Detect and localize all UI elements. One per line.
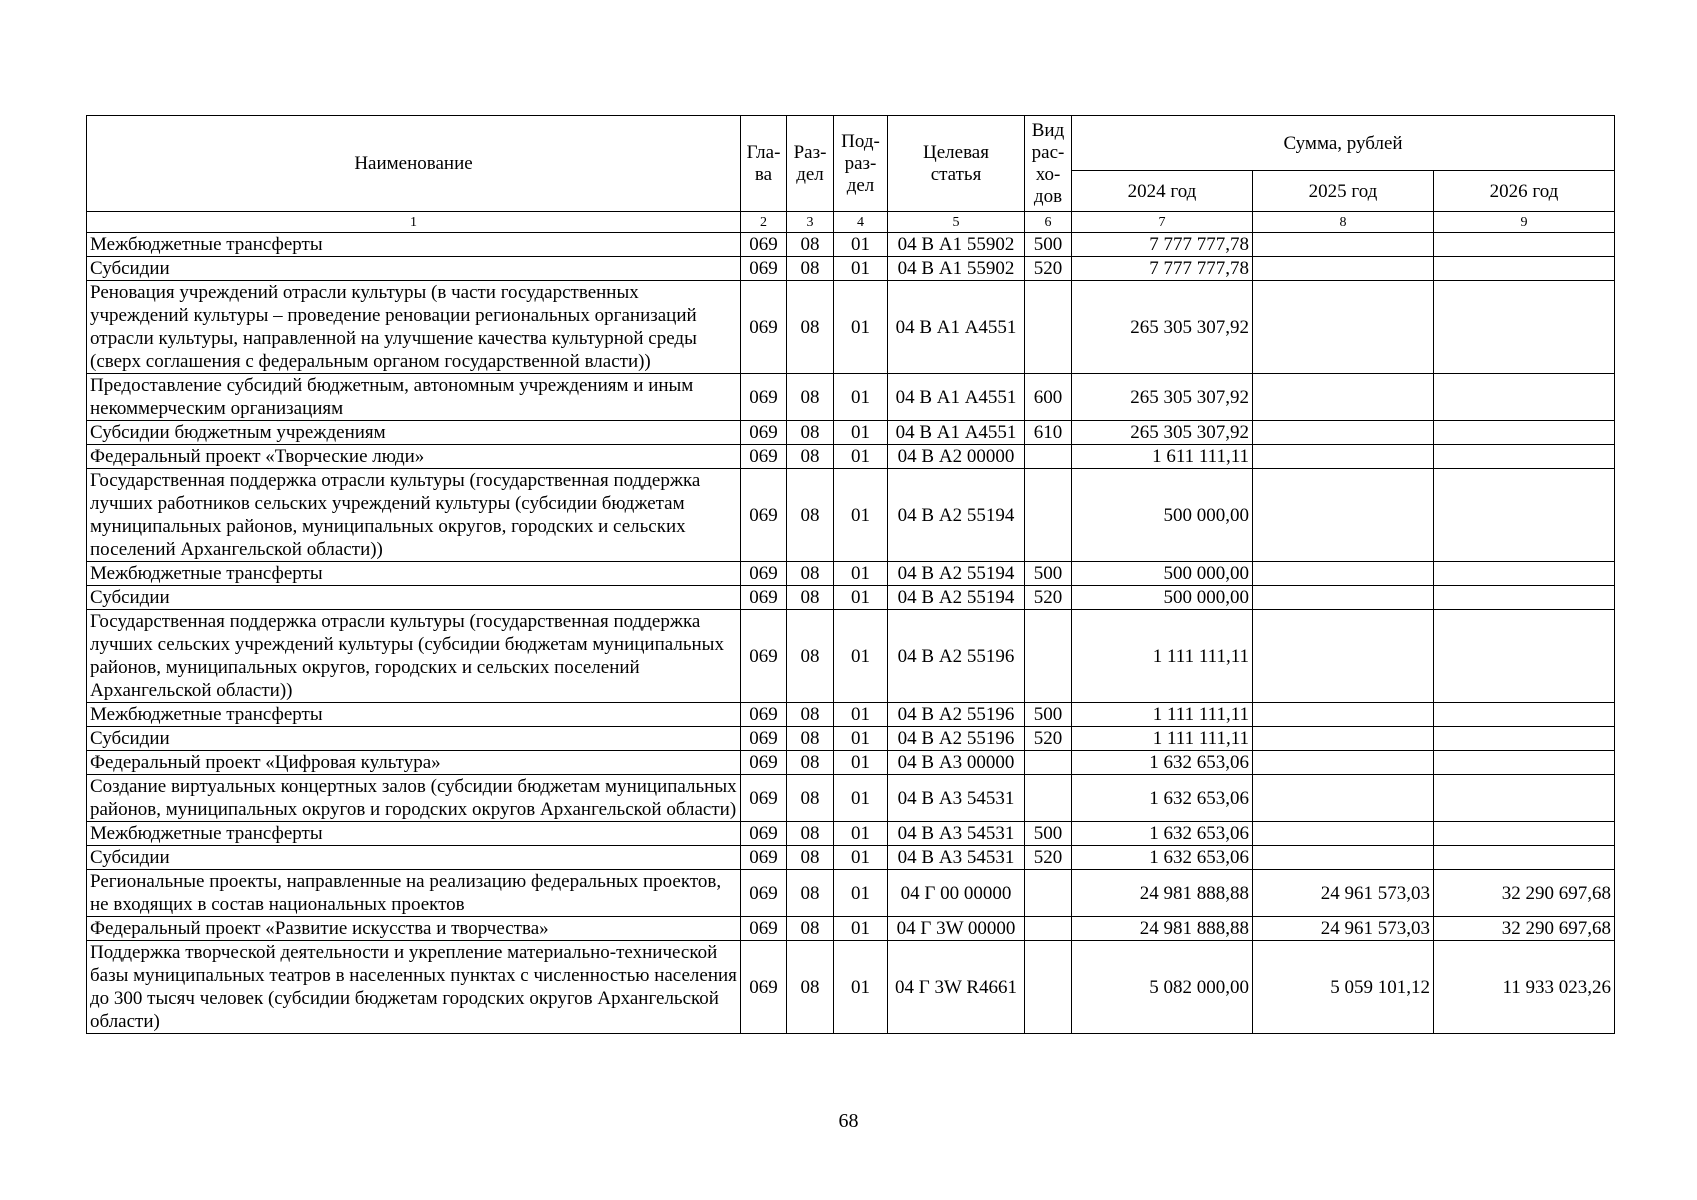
cell-vid-rashodov xyxy=(1025,610,1072,703)
cell-sum-2025 xyxy=(1253,610,1434,703)
table-row xyxy=(87,822,1615,846)
cell-razdel: 08 xyxy=(787,846,834,870)
cell-razdel: 08 xyxy=(787,586,834,610)
cell-name: Межбюджетные трансферты xyxy=(87,822,741,846)
cell-name: Межбюджетные трансферты xyxy=(87,562,741,586)
cell-razdel: 08 xyxy=(787,445,834,469)
cell-sum-2025 xyxy=(1253,281,1434,374)
cell-razdel: 08 xyxy=(787,233,834,257)
cell-sum-2024: 7 777 777,78 xyxy=(1072,257,1253,281)
cell-sum-2026 xyxy=(1434,281,1615,374)
cell-podrazdel: 01 xyxy=(834,727,888,751)
cell-sum-2026 xyxy=(1434,374,1615,421)
cell-podrazdel: 01 xyxy=(834,445,888,469)
cell-podrazdel: 01 xyxy=(834,941,888,1034)
cell-sum-2025 xyxy=(1253,775,1434,822)
cell-sum-2026 xyxy=(1434,562,1615,586)
cell-podrazdel: 01 xyxy=(834,917,888,941)
cell-sum-2024: 1 632 653,06 xyxy=(1072,846,1253,870)
cell-celevaya-statya: 04 В А2 55194 xyxy=(888,562,1025,586)
cell-sum-2024: 500 000,00 xyxy=(1072,586,1253,610)
cell-sum-2025: 24 961 573,03 xyxy=(1253,870,1434,917)
cell-vid-rashodov xyxy=(1025,917,1072,941)
cell-sum-2025 xyxy=(1253,703,1434,727)
budget-table xyxy=(86,115,1615,1034)
cell-glava: 069 xyxy=(741,775,787,822)
cell-sum-2024: 1 632 653,06 xyxy=(1072,775,1253,822)
table-row xyxy=(87,281,1615,374)
cell-sum-2024: 500 000,00 xyxy=(1072,562,1253,586)
header-year-2024: 2024 год xyxy=(1072,171,1253,212)
cell-glava: 069 xyxy=(741,469,787,562)
table-row xyxy=(87,421,1615,445)
cell-sum-2024: 265 305 307,92 xyxy=(1072,421,1253,445)
cell-celevaya-statya: 04 В А3 54531 xyxy=(888,775,1025,822)
cell-name: Региональные проекты, направленные на реализацию федеральных проектов, не входящих в состав национальных проектов xyxy=(87,870,741,917)
cell-vid-rashodov: 520 xyxy=(1025,727,1072,751)
cell-sum-2025 xyxy=(1253,445,1434,469)
cell-glava: 069 xyxy=(741,257,787,281)
cell-celevaya-statya: 04 В А1 А4551 xyxy=(888,374,1025,421)
cell-vid-rashodov xyxy=(1025,751,1072,775)
cell-podrazdel: 01 xyxy=(834,703,888,727)
cell-sum-2024: 24 981 888,88 xyxy=(1072,870,1253,917)
header-name: Наименование xyxy=(87,116,741,212)
cell-sum-2024: 24 981 888,88 xyxy=(1072,917,1253,941)
cell-vid-rashodov: 500 xyxy=(1025,562,1072,586)
cell-glava: 069 xyxy=(741,233,787,257)
table-row xyxy=(87,727,1615,751)
cell-vid-rashodov: 500 xyxy=(1025,233,1072,257)
cell-glava: 069 xyxy=(741,941,787,1034)
cell-celevaya-statya: 04 В А3 54531 xyxy=(888,846,1025,870)
cell-razdel: 08 xyxy=(787,257,834,281)
cell-name: Субсидии xyxy=(87,846,741,870)
cell-vid-rashodov: 600 xyxy=(1025,374,1072,421)
column-number: 3 xyxy=(787,212,834,233)
header-razdel: Раз- дел xyxy=(787,116,834,212)
cell-razdel: 08 xyxy=(787,703,834,727)
cell-podrazdel: 01 xyxy=(834,469,888,562)
cell-sum-2025 xyxy=(1253,233,1434,257)
cell-sum-2026 xyxy=(1434,257,1615,281)
cell-name: Государственная поддержка отрасли культуры (государственная поддержка лучших сельских учреждений культуры (субсидии бюджетам муниципальных районов, муниципальных округов, городских и сельских поселений Архангельской области)) xyxy=(87,610,741,703)
header-summa: Сумма, рублей xyxy=(1072,116,1615,171)
cell-glava: 069 xyxy=(741,822,787,846)
table-row xyxy=(87,374,1615,421)
column-number: 6 xyxy=(1025,212,1072,233)
table-row xyxy=(87,562,1615,586)
cell-sum-2024: 5 082 000,00 xyxy=(1072,941,1253,1034)
table-row xyxy=(87,469,1615,562)
cell-name: Федеральный проект «Развитие искусства и творчества» xyxy=(87,917,741,941)
cell-sum-2026 xyxy=(1434,846,1615,870)
cell-glava: 069 xyxy=(741,610,787,703)
table-row xyxy=(87,445,1615,469)
cell-sum-2024: 1 111 111,11 xyxy=(1072,727,1253,751)
table-row xyxy=(87,233,1615,257)
cell-razdel: 08 xyxy=(787,562,834,586)
cell-name: Реновация учреждений отрасли культуры (в части государственных учреждений культуры – проведение реновации региональных организаций отрасли культуры, направленной на улучшение качества культурной среды (сверх соглашения с федеральным органом государственной власти)) xyxy=(87,281,741,374)
cell-podrazdel: 01 xyxy=(834,562,888,586)
cell-celevaya-statya: 04 Г 3W R4661 xyxy=(888,941,1025,1034)
cell-razdel: 08 xyxy=(787,917,834,941)
cell-name: Субсидии xyxy=(87,727,741,751)
header-year-2026: 2026 год xyxy=(1434,171,1615,212)
cell-sum-2025: 5 059 101,12 xyxy=(1253,941,1434,1034)
cell-name: Поддержка творческой деятельности и укрепление материально-технической базы муниципальных театров в населенных пунктах с численностью населения до 300 тысяч человек (субсидии бюджетам городских округов Архангельской области) xyxy=(87,941,741,1034)
cell-sum-2025 xyxy=(1253,562,1434,586)
cell-sum-2025 xyxy=(1253,822,1434,846)
cell-sum-2026 xyxy=(1434,421,1615,445)
cell-glava: 069 xyxy=(741,846,787,870)
cell-sum-2026 xyxy=(1434,703,1615,727)
cell-sum-2024: 7 777 777,78 xyxy=(1072,233,1253,257)
cell-sum-2026 xyxy=(1434,775,1615,822)
cell-sum-2025 xyxy=(1253,469,1434,562)
cell-sum-2025 xyxy=(1253,374,1434,421)
cell-razdel: 08 xyxy=(787,870,834,917)
cell-vid-rashodov xyxy=(1025,775,1072,822)
cell-sum-2026: 32 290 697,68 xyxy=(1434,917,1615,941)
cell-vid-rashodov xyxy=(1025,445,1072,469)
cell-sum-2025 xyxy=(1253,727,1434,751)
column-number: 8 xyxy=(1253,212,1434,233)
cell-sum-2024: 1 611 111,11 xyxy=(1072,445,1253,469)
cell-sum-2026 xyxy=(1434,822,1615,846)
cell-razdel: 08 xyxy=(787,751,834,775)
table-body xyxy=(87,233,1615,1034)
cell-sum-2026 xyxy=(1434,233,1615,257)
header-podrazdel: Под- раз- дел xyxy=(834,116,888,212)
cell-sum-2026 xyxy=(1434,727,1615,751)
cell-vid-rashodov: 520 xyxy=(1025,257,1072,281)
cell-glava: 069 xyxy=(741,421,787,445)
cell-name: Государственная поддержка отрасли культуры (государственная поддержка лучших работников сельских учреждений культуры (субсидии бюджетам муниципальных районов, муниципальных округов, городских и сельских поселений Архангельской области)) xyxy=(87,469,741,562)
cell-vid-rashodov: 520 xyxy=(1025,846,1072,870)
cell-sum-2025 xyxy=(1253,421,1434,445)
cell-podrazdel: 01 xyxy=(834,610,888,703)
cell-podrazdel: 01 xyxy=(834,281,888,374)
cell-celevaya-statya: 04 В А3 00000 xyxy=(888,751,1025,775)
table-row xyxy=(87,610,1615,703)
cell-name: Субсидии бюджетным учреждениям xyxy=(87,421,741,445)
column-number: 5 xyxy=(888,212,1025,233)
cell-name: Федеральный проект «Творческие люди» xyxy=(87,445,741,469)
cell-glava: 069 xyxy=(741,870,787,917)
cell-name: Создание виртуальных концертных залов (субсидии бюджетам муниципальных районов, муниципальных округов и городских округов Архангельской области) xyxy=(87,775,741,822)
cell-sum-2026 xyxy=(1434,445,1615,469)
cell-celevaya-statya: 04 В А2 55194 xyxy=(888,469,1025,562)
cell-podrazdel: 01 xyxy=(834,775,888,822)
cell-sum-2026: 32 290 697,68 xyxy=(1434,870,1615,917)
cell-name: Межбюджетные трансферты xyxy=(87,703,741,727)
table-row xyxy=(87,586,1615,610)
cell-sum-2024: 1 111 111,11 xyxy=(1072,610,1253,703)
cell-vid-rashodov: 500 xyxy=(1025,703,1072,727)
cell-glava: 069 xyxy=(741,703,787,727)
cell-sum-2025 xyxy=(1253,257,1434,281)
cell-celevaya-statya: 04 В А2 00000 xyxy=(888,445,1025,469)
cell-vid-rashodov xyxy=(1025,870,1072,917)
cell-glava: 069 xyxy=(741,374,787,421)
cell-sum-2024: 265 305 307,92 xyxy=(1072,374,1253,421)
cell-sum-2025 xyxy=(1253,751,1434,775)
cell-celevaya-statya: 04 В А1 А4551 xyxy=(888,281,1025,374)
cell-name: Субсидии xyxy=(87,257,741,281)
cell-glava: 069 xyxy=(741,751,787,775)
cell-celevaya-statya: 04 В А1 55902 xyxy=(888,257,1025,281)
cell-vid-rashodov xyxy=(1025,941,1072,1034)
cell-sum-2024: 265 305 307,92 xyxy=(1072,281,1253,374)
cell-razdel: 08 xyxy=(787,469,834,562)
cell-celevaya-statya: 04 В А2 55194 xyxy=(888,586,1025,610)
cell-podrazdel: 01 xyxy=(834,751,888,775)
column-number: 1 xyxy=(87,212,741,233)
cell-sum-2026: 11 933 023,26 xyxy=(1434,941,1615,1034)
cell-sum-2026 xyxy=(1434,586,1615,610)
cell-glava: 069 xyxy=(741,445,787,469)
cell-vid-rashodov: 520 xyxy=(1025,586,1072,610)
cell-sum-2024: 1 111 111,11 xyxy=(1072,703,1253,727)
column-number: 4 xyxy=(834,212,888,233)
cell-razdel: 08 xyxy=(787,610,834,703)
cell-podrazdel: 01 xyxy=(834,233,888,257)
column-number: 2 xyxy=(741,212,787,233)
cell-razdel: 08 xyxy=(787,421,834,445)
cell-razdel: 08 xyxy=(787,374,834,421)
cell-razdel: 08 xyxy=(787,727,834,751)
cell-celevaya-statya: 04 В А2 55196 xyxy=(888,610,1025,703)
table-row xyxy=(87,257,1615,281)
cell-razdel: 08 xyxy=(787,941,834,1034)
cell-podrazdel: 01 xyxy=(834,846,888,870)
cell-sum-2025: 24 961 573,03 xyxy=(1253,917,1434,941)
cell-celevaya-statya: 04 В А2 55196 xyxy=(888,727,1025,751)
page-number: 68 xyxy=(838,1110,859,1132)
cell-sum-2024: 500 000,00 xyxy=(1072,469,1253,562)
cell-vid-rashodov xyxy=(1025,281,1072,374)
table-row xyxy=(87,751,1615,775)
header-glava: Гла- ва xyxy=(741,116,787,212)
cell-razdel: 08 xyxy=(787,822,834,846)
cell-sum-2026 xyxy=(1434,610,1615,703)
cell-sum-2025 xyxy=(1253,846,1434,870)
cell-name: Межбюджетные трансферты xyxy=(87,233,741,257)
cell-vid-rashodov: 610 xyxy=(1025,421,1072,445)
header-celevaya-statya: Целевая статья xyxy=(888,116,1025,212)
table-row xyxy=(87,941,1615,1034)
cell-sum-2025 xyxy=(1253,586,1434,610)
cell-sum-2026 xyxy=(1434,469,1615,562)
table-row xyxy=(87,846,1615,870)
cell-celevaya-statya: 04 Г 00 00000 xyxy=(888,870,1025,917)
cell-celevaya-statya: 04 В А1 55902 xyxy=(888,233,1025,257)
cell-podrazdel: 01 xyxy=(834,374,888,421)
header-vid-rashodov: Вид рас- хо- дов xyxy=(1025,116,1072,212)
cell-celevaya-statya: 04 В А2 55196 xyxy=(888,703,1025,727)
cell-sum-2024: 1 632 653,06 xyxy=(1072,822,1253,846)
table-row xyxy=(87,703,1615,727)
cell-glava: 069 xyxy=(741,281,787,374)
cell-name: Предоставление субсидий бюджетным, автономным учреждениям и иным некоммерческим организациям xyxy=(87,374,741,421)
cell-razdel: 08 xyxy=(787,775,834,822)
table-row xyxy=(87,775,1615,822)
header-year-2025: 2025 год xyxy=(1253,171,1434,212)
cell-podrazdel: 01 xyxy=(834,257,888,281)
column-number: 7 xyxy=(1072,212,1253,233)
cell-glava: 069 xyxy=(741,586,787,610)
cell-name: Субсидии xyxy=(87,586,741,610)
cell-celevaya-statya: 04 Г 3W 00000 xyxy=(888,917,1025,941)
cell-podrazdel: 01 xyxy=(834,421,888,445)
cell-podrazdel: 01 xyxy=(834,870,888,917)
table-row xyxy=(87,870,1615,917)
cell-celevaya-statya: 04 В А3 54531 xyxy=(888,822,1025,846)
cell-glava: 069 xyxy=(741,917,787,941)
cell-vid-rashodov xyxy=(1025,469,1072,562)
table-row xyxy=(87,917,1615,941)
column-number: 9 xyxy=(1434,212,1615,233)
cell-podrazdel: 01 xyxy=(834,586,888,610)
cell-glava: 069 xyxy=(741,727,787,751)
cell-name: Федеральный проект «Цифровая культура» xyxy=(87,751,741,775)
cell-podrazdel: 01 xyxy=(834,822,888,846)
cell-vid-rashodov: 500 xyxy=(1025,822,1072,846)
cell-sum-2026 xyxy=(1434,751,1615,775)
cell-celevaya-statya: 04 В А1 А4551 xyxy=(888,421,1025,445)
cell-glava: 069 xyxy=(741,562,787,586)
cell-sum-2024: 1 632 653,06 xyxy=(1072,751,1253,775)
cell-razdel: 08 xyxy=(787,281,834,374)
